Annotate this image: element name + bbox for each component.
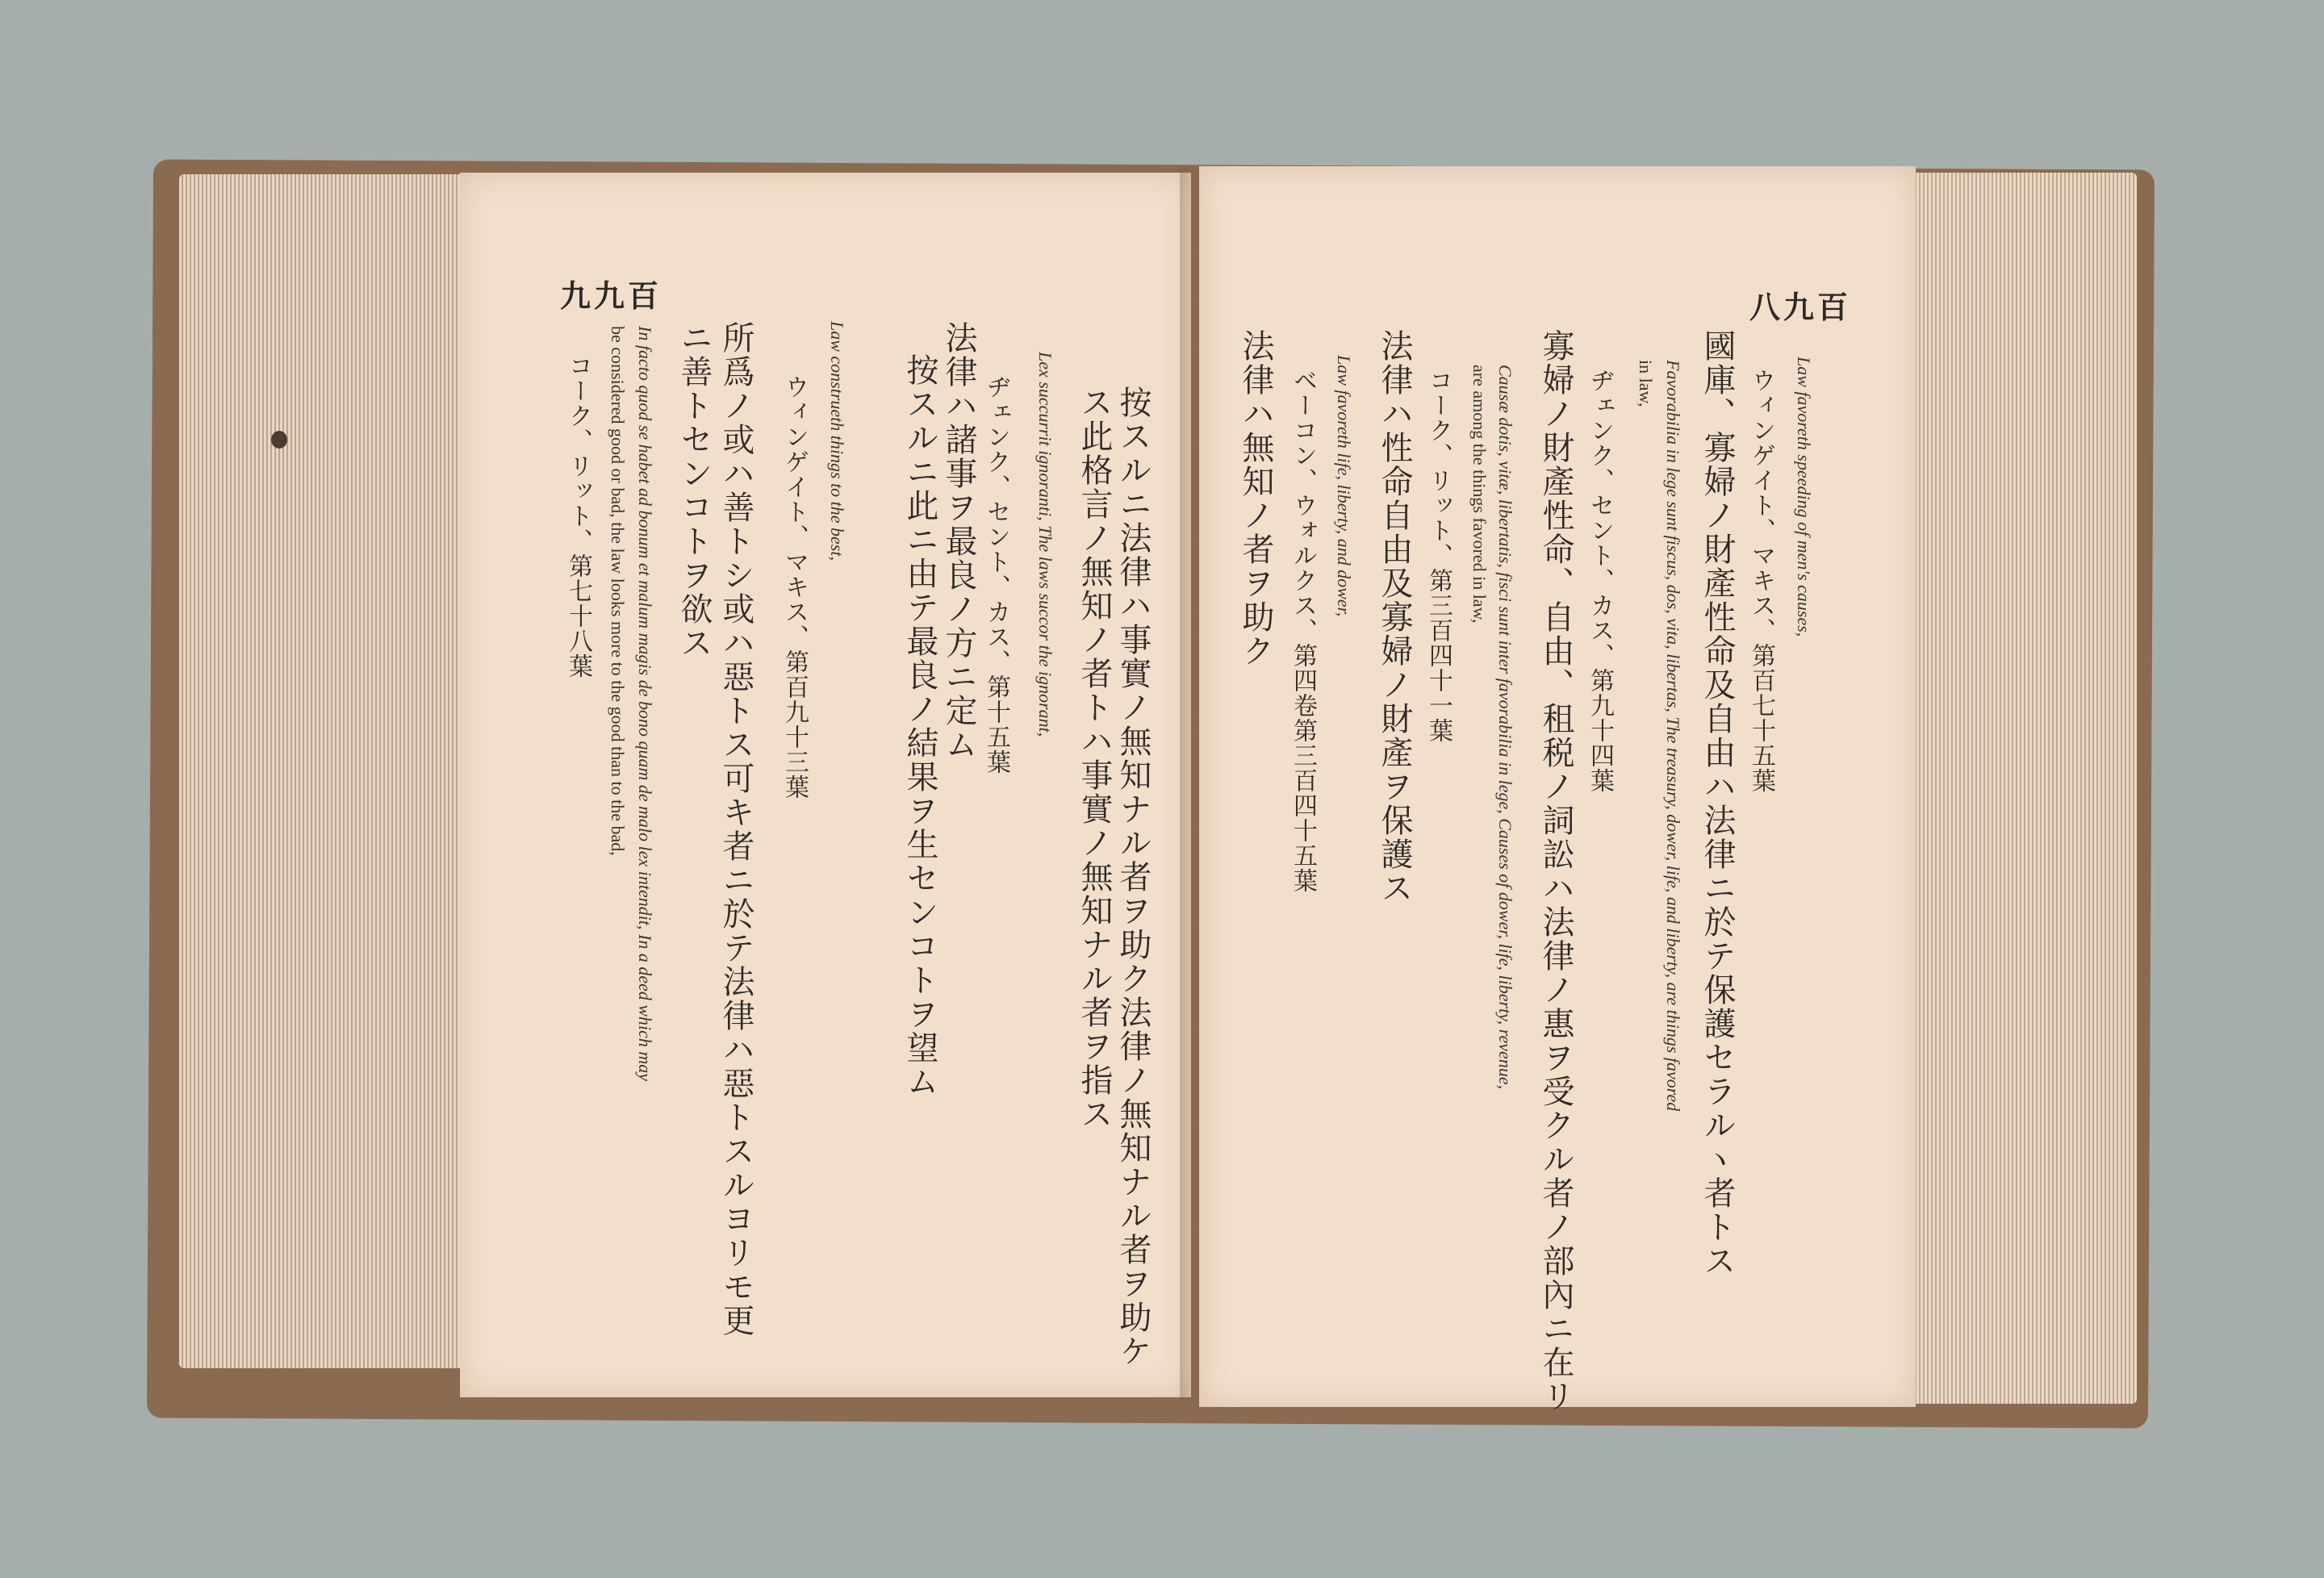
left-line-12: be considered good or bad, the law looks more to the good than to the bad,	[608, 326, 628, 856]
right-line-3: 國庫、寡婦ノ財產性命及自由ハ法律ニ於テ保護セラルヽ者トス	[1699, 329, 1736, 1278]
left-line-3: Lex succurrit ignoranti, The laws succor the ignorant,	[1035, 352, 1055, 737]
left-line-9: 所爲ノ或ハ善トシ或ハ惡トス可キ者ニ於テ法律ハ惡トスルヨリモ更	[717, 321, 754, 1338]
right-line-10: コーク、リット、第三百四十一葉	[1424, 368, 1452, 743]
left-line-5: 法律ハ諸事ヲ最良ノ方ニ定ム	[940, 321, 977, 762]
left-line-11: In facto quod se habet ad bonum et malum magis de bono quam de malo lex intendit, In a deed which may	[635, 326, 655, 1082]
right-page-number: 八九百	[1749, 289, 1852, 325]
left-line-7: Law construeth things to the best,	[827, 321, 847, 561]
right-line-12: Law favoreth life, liberty, and dower,	[1334, 355, 1354, 617]
left-line-8: ウィンゲイト、マキス、第百九十三葉	[780, 374, 809, 799]
left-line-13: コーク、リット、第七十八葉	[564, 353, 592, 678]
right-line-5: in law,	[1636, 360, 1656, 407]
left-line-1: 按スルニ法律ハ事實ノ無知ナル者ヲ助ク法律ノ無知ナル者ヲ助ケ	[1114, 386, 1152, 1368]
left-line-10: ニ善トセンコトヲ欲ス	[675, 321, 713, 660]
right-line-1: Law favoreth speeding of men's causes,	[1794, 357, 1814, 637]
right-line-8: Causæ dotis, vitæ, libertatis, fisci sunt inter favorabilia in lege, Causes of dower, life, liberty, revenue,	[1495, 365, 1515, 1090]
right-line-6: ヂェンク、セント、カス、第九十四葉	[1586, 368, 1614, 793]
right-page-edges	[1904, 173, 2137, 1404]
left-line-6: 按スルニ此ニ由テ最良ノ結果ヲ生センコトヲ望ム	[901, 353, 938, 1099]
right-line-13: ベーコン、ウォルクス、第四卷第三百四十五葉	[1289, 368, 1317, 893]
left-page-number: 九九百	[560, 278, 663, 314]
left-line-2: ス此格言ノ無知ノ者トハ事實ノ無知ナル者ヲ指ス	[1076, 386, 1113, 1131]
right-line-14: 法律ハ無知ノ者ヲ助ク	[1237, 329, 1274, 668]
right-line-7: 寡婦ノ財產性命、自由、租税ノ詞訟ハ法律ノ惠ヲ受クル者ノ部內ニ在リ	[1537, 329, 1574, 1413]
left-line-4: ヂェンク、セント、カス、第十五葉	[982, 374, 1010, 774]
right-line-9: are among the things favored in law,	[1469, 365, 1490, 624]
worm-hole	[271, 431, 287, 449]
right-line-4: Favorabilia in lege sunt fiscus, dos, vita, libertas, The treasury, dower, life, and liberty, are things favored	[1663, 360, 1683, 1112]
left-page-edges	[179, 174, 470, 1368]
right-line-11: 法律ハ性命自由及寡婦ノ財產ヲ保護ス	[1376, 329, 1413, 905]
right-line-2: ウィンゲイト、マキス、第百七十五葉	[1747, 368, 1775, 793]
